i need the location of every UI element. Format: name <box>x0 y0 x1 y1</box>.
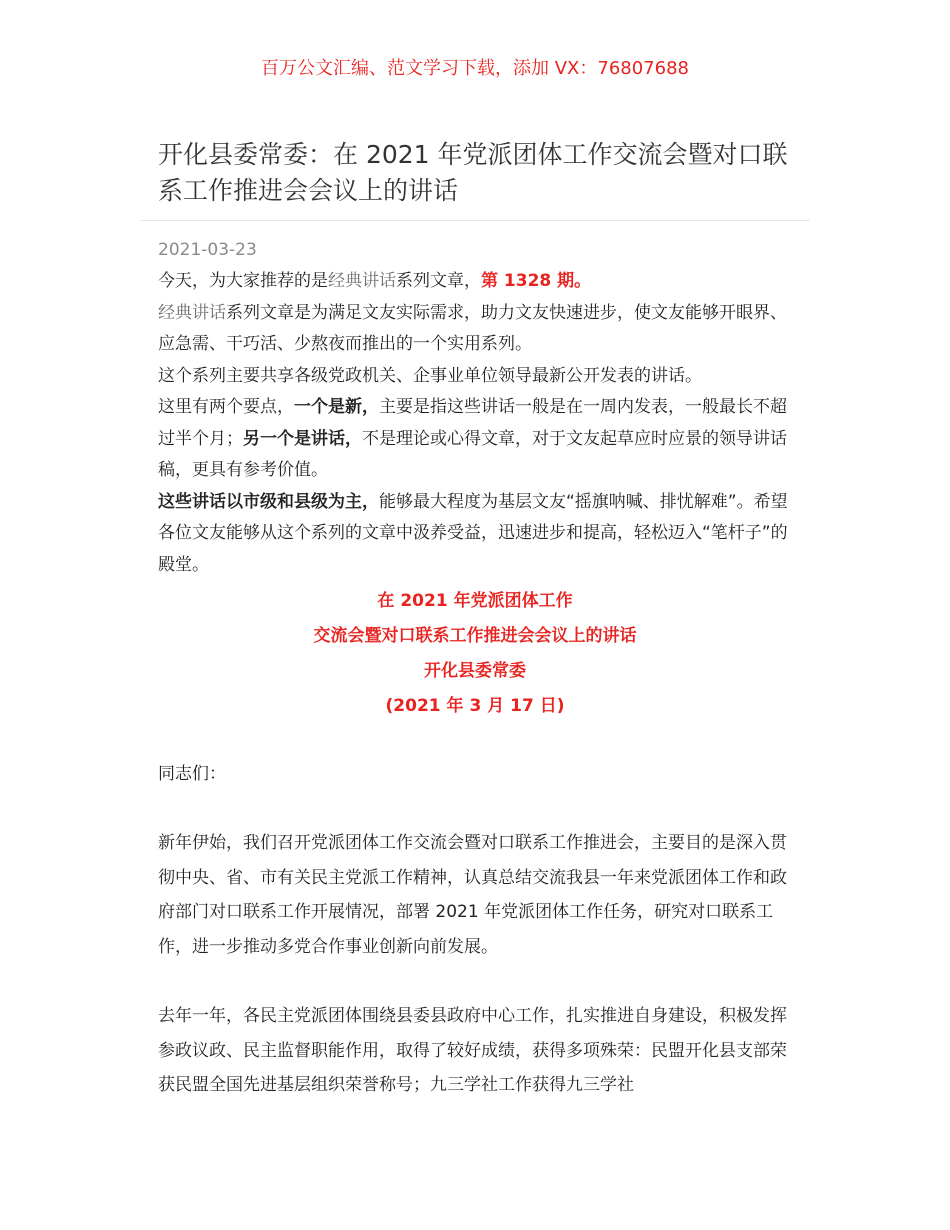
speech-heading-line-1: 在 2021 年党派团体工作 <box>377 591 573 611</box>
intro-paragraph-5 <box>158 487 794 582</box>
intro-paragraph-3: 这个系列主要共享各级党政机关、企事业单位领导最新公开发表的讲话。 <box>158 365 702 386</box>
speech-heading <box>0 586 950 726</box>
intro-paragraph-2 <box>158 298 794 361</box>
series-name: 经典讲话 <box>158 302 226 323</box>
speech-paragraph-1: 新年伊始，我们召开党派团体工作交流会暨对口联系工作推进会，主要目的是深入贯彻中央、省、市有关民主党派工作精神，认真总结交流我县一年来党派团体工作和政府部门对口联系工作开展情况，部署 2021 年党派团体工作任务，研究对口联系工作，进一步推动多党合作事业创新向前发展。 <box>158 833 787 957</box>
publish-date: 2021-03-23 <box>158 240 257 260</box>
intro-text: 这里有两个要点， <box>158 397 294 417</box>
intro-section <box>158 266 794 581</box>
title-divider <box>140 220 810 221</box>
issue-number: 第 1328 期。 <box>481 271 592 291</box>
series-name: 经典讲话 <box>328 271 396 291</box>
speech-date: (2021 年 3 月 17 日) <box>385 696 565 716</box>
speech-heading-line-2: 交流会暨对口联系工作推进会会议上的讲话 <box>313 626 637 646</box>
key-point: 另一个是讲话， <box>243 428 362 449</box>
intro-paragraph-1 <box>158 266 794 298</box>
intro-text: 系列文章是为满足文友实际需求，助力文友快速进步，使文友能够开眼界、应急需、干巧活、少熬夜而推出的一个实用系列。 <box>158 302 787 354</box>
intro-text: 今天，为大家推荐的是 <box>158 271 328 291</box>
intro-text: 主要是指这些讲话一般是在一周内发表，一般最长不超过半个月； <box>158 397 787 449</box>
speech-paragraph-2: 去年一年，各民主党派团体围绕县委县政府中心工作，扎实推进自身建设，积极发挥参政议政、民主监督职能作用，取得了较好成绩，获得多项殊荣：民盟开化县支部荣获民盟全国先进基层组织荣誉称号；九三学社工作获得九三学社 <box>158 1006 787 1095</box>
intro-text: 不是理论或心得文章，对于文友起草应时应景的领导讲话稿，更具有参考价值。 <box>158 428 787 480</box>
key-point: 这些讲话以市级和县级为主， <box>158 491 379 512</box>
intro-text: 系列文章， <box>396 271 481 291</box>
article-title: 开化县委常委：在 2021 年党派团体工作交流会暨对口联系工作推进会会议上的讲话 <box>158 140 788 205</box>
salutation: 同志们： <box>158 764 226 784</box>
promo-banner: 百万公文汇编、范文学习下载，添加 VX：76807688 <box>261 58 689 79</box>
intro-text: 能够最大程度为基层文友“摇旗呐喊、排忧解难”。希望各位文友能够从这个系列的文章中汲养受益，迅速进步和提高，轻松迈入“笔杆子”的殿堂。 <box>158 491 788 575</box>
speech-speaker: 开化县委常委 <box>424 661 526 681</box>
key-point: 一个是新， <box>294 397 379 417</box>
intro-paragraph-4 <box>158 392 794 487</box>
